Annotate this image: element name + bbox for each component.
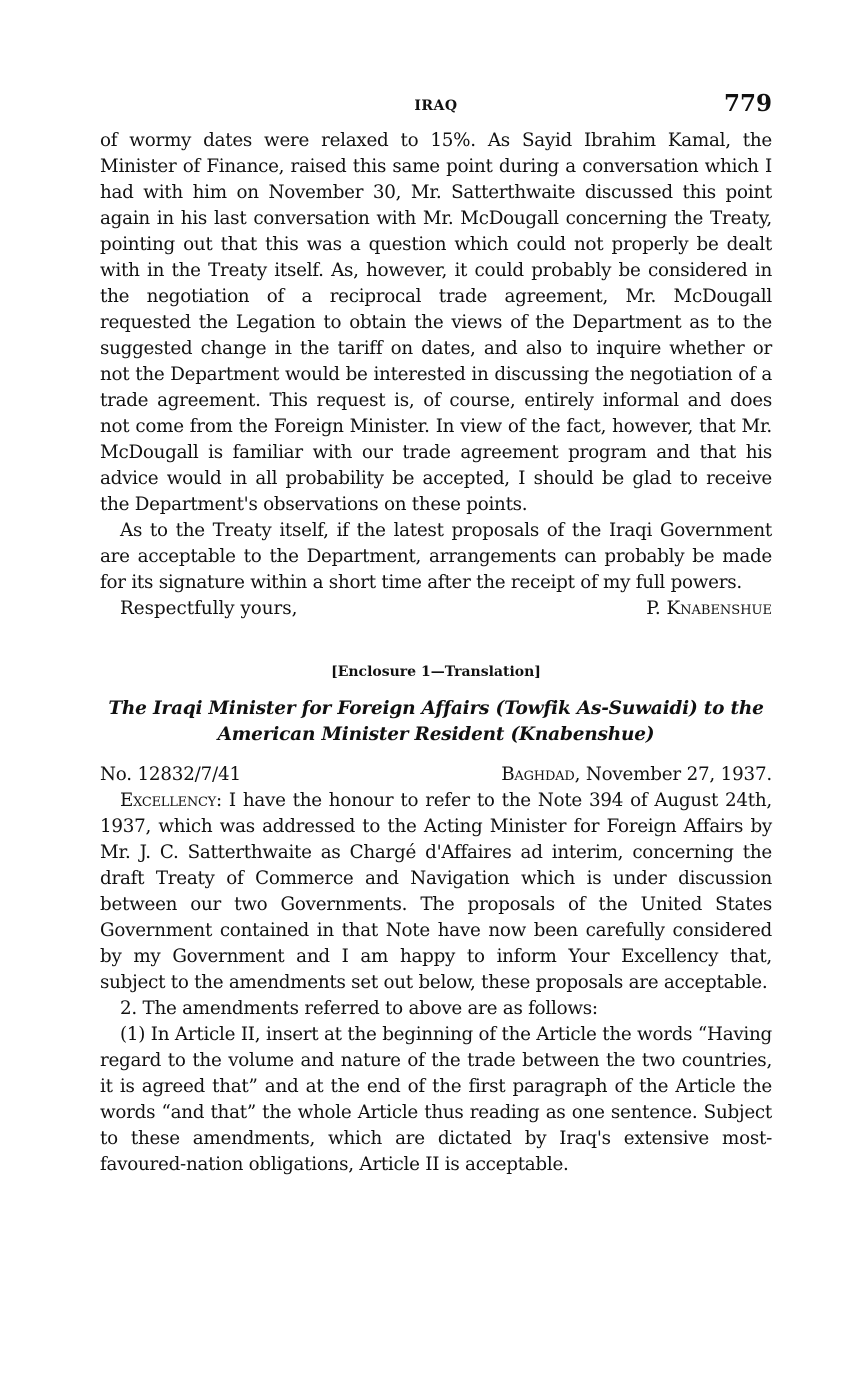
date: , November 27, 1937. bbox=[574, 764, 772, 785]
salutation: Excellency bbox=[120, 790, 216, 811]
page-header bbox=[100, 88, 772, 128]
enclosure-paragraph-1-text: : I have the honour to refer to the Note 394 of August 24th, 1937, which was addressed to the Acting Minister for Foreign Affairs by Mr. J. C. Satterthwaite as Chargé d'Affaires ad interim, concerning the draft Treaty of Commerce and Navigation which is under discussion between our two Governments. The proposals of the United States Government contained in that Note have now been carefully considered by my Government and I am happy to inform Your Excellency that, subject to the amendments set out below, these proposals are acceptable. bbox=[100, 790, 772, 993]
enclosure-paragraph-2: 2. The amendments referred to above are as follows: bbox=[120, 998, 598, 1019]
enclosure-label: [Enclosure 1—Translation] bbox=[331, 664, 541, 680]
enclosure-meta bbox=[100, 762, 772, 788]
place: Baghdad bbox=[501, 764, 575, 785]
letter-paragraph-2: As to the Treaty itself, if the latest proposals of the Iraqi Government are acceptable to the Department, arrangements can probably be made for its signature within a short time after the receipt of my full powers. bbox=[100, 520, 772, 593]
letter-paragraph-1: of wormy dates were relaxed to 15%. As Sayid Ibrahim Kamal, the Minister of Finance, raised this same point during a conversation which I had with him on November 30, Mr. Satterthwaite discussed this point again in his last conversation with Mr. McDougall concerning the Treaty, pointing out that this was a question which could not properly be dealt with in the Treaty itself. As, however, it could probably be considered in the negotiation of a reciprocal trade agreement, Mr. McDougall requested the Legation to obtain the views of the Department as to the suggested change in the tariff on dates, and also to inquire whether or not the Department would be interested in discussing the negotiation of a trade agreement. This request is, of course, entirely informal and does not come from the Foreign Minister. In view of the fact, however, that Mr. McDougall is familiar with our trade agreement program and that his advice would in all probability be accepted, I should be glad to receive the Department's observations on these points. bbox=[100, 130, 772, 515]
letter-closing bbox=[100, 596, 772, 622]
running-title: IRAQ bbox=[414, 98, 458, 114]
document-page bbox=[100, 88, 772, 1178]
enclosure-title bbox=[100, 696, 772, 748]
signature: P. Knabenshue bbox=[646, 598, 772, 619]
enclosure-paragraph-1 bbox=[100, 788, 772, 996]
enclosure-title-line-2: American Minister Resident (Knabenshue) bbox=[217, 724, 655, 745]
enclosure-title-line-1: The Iraqi Minister for Foreign Affairs (Towfik As-Suwaidi) to the bbox=[108, 698, 764, 719]
enclosure-paragraph-3: (1) In Article II, insert at the beginning of the Article the words “Having regard to the volume and nature of the trade between the two countries, it is agreed that” and at the end of the first paragraph of the Article the words “and that” the whole Article thus reading as one sentence. Subject to these amendments, which are dictated by Iraq's extensive most-favoured-nation obligations, Article II is acceptable. bbox=[100, 1024, 772, 1175]
note-number: No. 12832/7/41 bbox=[100, 764, 241, 785]
page-number: 779 bbox=[723, 90, 772, 117]
closing-phrase: Respectfully yours, bbox=[120, 598, 298, 619]
place-date bbox=[501, 762, 772, 788]
